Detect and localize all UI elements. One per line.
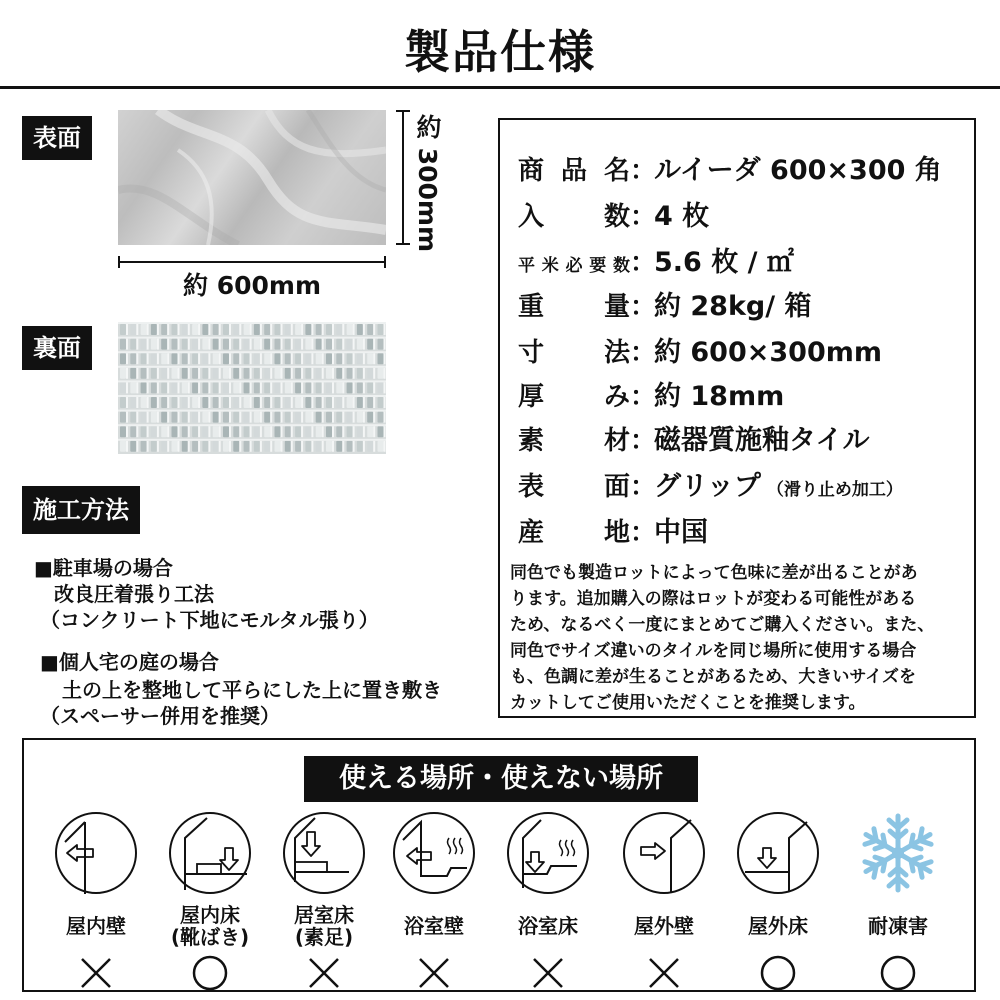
circle-mark-icon	[759, 954, 797, 992]
construction-method-label: 施工方法	[22, 486, 140, 534]
circle-mark-icon	[191, 954, 229, 992]
case1-line1: 改良圧着張り工法	[54, 582, 214, 606]
note-line: カットしてご使用いただくことを推奨します。	[510, 693, 866, 713]
spec-row-product-name	[518, 148, 942, 187]
case1-title: ■駐車場の場合	[34, 556, 173, 580]
spec-colon: ：	[630, 518, 657, 548]
usage-item-indoor-wall	[46, 810, 146, 992]
case2-title: ■個人宅の庭の場合	[40, 650, 219, 674]
spec-value-note: （滑り止め加工）	[766, 480, 903, 500]
usage-sublabel: (靴ばき)	[170, 925, 250, 949]
note-line: ため、なるべく一度にまとめてご購入ください。また、	[510, 615, 935, 635]
spec-colon: ：	[630, 202, 657, 232]
spec-value: 磁器質施釉タイル	[654, 425, 870, 456]
usage-item-outdoor-wall	[614, 810, 714, 992]
cross-mark-icon	[415, 954, 453, 992]
note-line: も、色調に差が生ることがあるため、大きいサイズを	[510, 667, 916, 687]
back-image	[118, 322, 386, 454]
spec-value: グリップ	[654, 471, 761, 502]
spec-value: 約 600×300mm	[654, 337, 883, 368]
spec-key: 平米必要数	[518, 256, 630, 276]
usage-label: 屋内壁	[66, 914, 126, 938]
spec-value: ルイーダ 600×300 角	[654, 155, 942, 186]
spec-row-material	[518, 418, 869, 457]
usage-label: 屋外床	[748, 914, 808, 938]
note-line: ります。追加購入の際はロットが変わる可能性がある	[510, 589, 917, 609]
outdoor-wall-icon	[621, 810, 707, 896]
usage-sublabel: (素足)	[294, 925, 354, 949]
note-line: 同色でサイズ違いのタイルを同じ場所に使用する場合	[510, 641, 917, 661]
color-variation-note	[510, 560, 968, 716]
surface-image	[118, 110, 386, 245]
spec-row-dimensions	[518, 330, 882, 369]
spec-colon: ：	[630, 426, 657, 456]
usage-label: 居室床	[294, 903, 354, 927]
usage-panel	[22, 738, 976, 992]
spec-colon: ：	[630, 292, 657, 322]
cross-mark-icon	[77, 954, 115, 992]
cross-mark-icon	[645, 954, 683, 992]
surface-label: 表面	[22, 116, 92, 160]
usage-label: 耐凍害	[868, 914, 928, 938]
usage-item-bathroom-wall	[384, 810, 484, 992]
cross-mark-icon	[305, 954, 343, 992]
width-dimension-label: 約 600mm	[183, 271, 321, 300]
note-line: 同色でも製造ロットによって色味に差が出ることがあ	[510, 563, 918, 583]
spec-key: 素材	[518, 426, 630, 456]
bathroom-floor-icon	[505, 810, 591, 896]
circle-mark-icon	[879, 954, 917, 992]
spec-value: 4 枚	[654, 201, 710, 232]
spec-key: 産地	[518, 518, 630, 548]
usage-item-frost-resistance	[848, 810, 948, 992]
usage-label: 屋内床	[180, 903, 240, 927]
height-dimension-label: 約 300mm	[413, 114, 442, 252]
spec-box	[498, 118, 976, 718]
spec-key: 商品名	[518, 156, 630, 186]
page-title: 製品仕様	[404, 25, 596, 79]
indoor-wall-icon	[53, 810, 139, 896]
bathroom-wall-icon	[391, 810, 477, 896]
spec-row-thickness	[518, 374, 784, 413]
spec-row-weight	[518, 284, 812, 323]
usage-item-room-floor	[274, 810, 374, 992]
spec-colon: ：	[630, 248, 657, 278]
spec-key: 厚み	[518, 382, 630, 412]
indoor-floor-icon	[167, 810, 253, 896]
height-dimension-line	[396, 110, 410, 245]
spec-key: 入数	[518, 202, 630, 232]
usage-label: 屋外壁	[634, 914, 694, 938]
usage-item-outdoor-floor	[728, 810, 828, 992]
spec-row-surface	[518, 464, 903, 503]
spec-key: 表面	[518, 472, 630, 502]
spec-colon: ：	[630, 472, 657, 502]
title-divider	[0, 86, 1000, 89]
usage-item-indoor-floor	[160, 810, 260, 992]
spec-key: 重量	[518, 292, 630, 322]
spec-value: 5.6 枚 / ㎡	[654, 247, 794, 278]
usage-title: 使える場所・使えない場所	[304, 756, 698, 802]
spec-value: 約 28kg/ 箱	[654, 291, 812, 322]
cross-mark-icon	[529, 954, 567, 992]
spec-row-per-sqm	[518, 240, 794, 279]
outdoor-floor-icon	[735, 810, 821, 896]
back-label: 裏面	[22, 326, 92, 370]
usage-label: 浴室壁	[404, 914, 464, 938]
spec-row-origin	[518, 510, 708, 549]
spec-colon: ：	[630, 156, 657, 186]
case1-line2: （コンクリート下地にモルタル張り）	[40, 608, 379, 632]
spec-colon: ：	[630, 382, 657, 412]
usage-label: 浴室床	[518, 914, 578, 938]
snowflake-icon	[855, 810, 941, 896]
usage-item-bathroom-floor	[498, 810, 598, 992]
case2-line1: 土の上を整地して平らにした上に置き敷き	[62, 678, 442, 702]
spec-value: 約 18mm	[654, 381, 785, 412]
spec-row-quantity	[518, 194, 709, 233]
spec-key: 寸法	[518, 338, 630, 368]
room-floor-icon	[281, 810, 367, 896]
spec-value: 中国	[654, 517, 708, 548]
spec-colon: ：	[630, 338, 657, 368]
case2-line2: （スペーサー併用を推奨）	[40, 704, 280, 728]
